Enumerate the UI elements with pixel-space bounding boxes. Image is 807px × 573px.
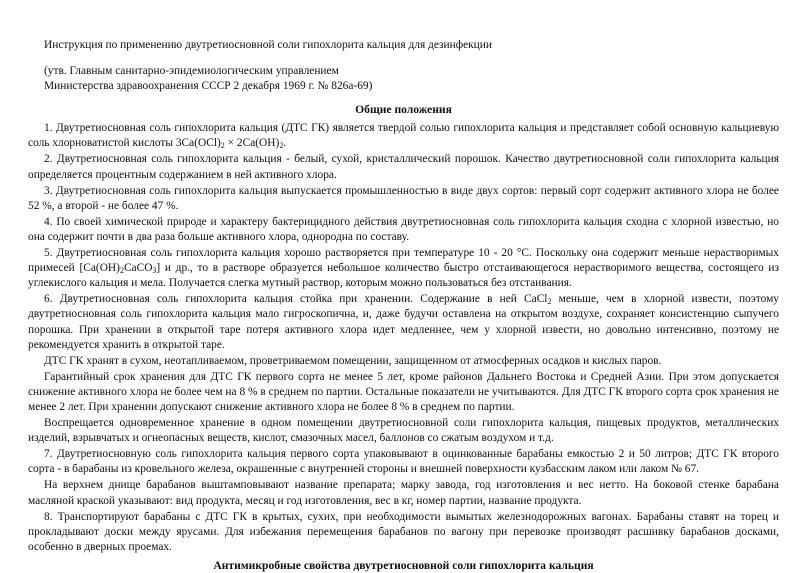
paragraph-5: 5. Двутретиосновная соль гипохлорита кальция хорошо растворяется при температуре 10 - 20 °С. Поскольку она содержит меньше нерастворимых примесей $[Ca(OH)_2CaCO_3]$ и др., то в растворе образуется небольшое количество быстро отстаивающегося нерастворимого вещества, состоящего из углекислого кальция и мела. Получается слегка мутный раствор, которым можно пользоваться без отстаивания.	[28, 247, 779, 290]
paragraph-2: 2. Двутретиосновная соль гипохлорита кальция - белый, сухой, кристаллический порошок. Качество двутретиосновной соли гипохлорита кальция определяется процентным содержанием в ней активного хлора.	[28, 153, 779, 181]
paragraph-7: 7. Двутретиосновную соль гипохлорита кальция первого сорта упаковывают в оцинкованные барабаны емкостью 2 и 50 литров; ДТС ГК второго сорта - в барабаны из кровельного железа, окрашенные с внутренней стороны и внешней поверхности кузбасским лаком или лаком № 67.	[28, 448, 779, 476]
document-title: Инструкция по применению двутретиосновной соли гипохлорита кальция для дезинфекции	[44, 39, 492, 51]
approval-note	[44, 64, 779, 94]
paragraph-8: 8. Транспортируют барабаны с ДТС ГК в крытых, сухих, при необходимости вымытых железнодорожных вагонах. Барабаны ставят на торец и прокладывают доски между ярусами. Для избежания перемещения барабанов по вагону при перевозке производят расшивку барабанов досками, особенно в дверных проемах.	[28, 510, 779, 553]
paragraph-6: 6. Двутретиосновная соль гипохлорита кальция стойка при хранении. Содержание в ней CaCl$_2$ меньше, чем в хлорной извести, поэтому двутретиосновная соль гипохлорита кальция мало гигроскопична, и, даже будучи оставлена на открытом воздухе, сохраняет консистенцию сыпучего порошка. При хранении в открытой таре потеря активного хлора идет медленнее, чем у хлорной извести, но довольно интенсивно, поэтому не рекомендуется хранить в открытой таре.	[28, 293, 779, 351]
paragraph-warranty: Гарантийный срок хранения для ДТС ГК первого сорта не менее 5 лет, кроме районов Дальнего Востока и Средней Азии. При этом допускается снижение активного хлора не более чем на 8 % в среднем по партии. Остальные показатели не учитываются. Для ДТС ГК второго сорта срок хранения не менее 2 лет. При хранении допускают снижение активного хлора не более 8 % в среднем по партии.	[28, 370, 779, 413]
paragraph-labeling: На верхнем днище барабанов выштамповывают название препарата; марку завода, год изготовления и вес нетто. На боковой стенке барабана масляной краской указывают: вид продукта, месяц и год изготовления, вес в кг, номер партии, название продукта.	[28, 479, 779, 507]
paragraph-3: 3. Двутретиосновная соль гипохлорита кальция выпускается промышленностью в виде двух сортов: первый сорт содержит активного хлора не более 52 %, а второй - не более 47 %.	[28, 184, 779, 212]
paragraph-1: 1. Двутретиосновная соль гипохлорита кальция (ДТС ГК) является твердой солью гипохлорита кальция и представляет собой основную кальциевую соль хлорноватистой кислоты $3Ca(OCl)_2 \times 2Ca(OH)_2$.	[28, 122, 779, 151]
section-heading-general: Общие положения	[355, 103, 452, 117]
paragraph-prohibition: Воспрещается одновременное хранение в одном помещении двутретиосновной соли гипохлорита кальция, пищевых продуктов, металлических изделий, взрывчатых и огнеопасных веществ, кислот, смазочных масел, баллонов со сжатым воздухом и т.д.	[28, 417, 779, 445]
section-heading-antimicrobial: Антимикробные свойства двутретиосновной соли гипохлорита кальция	[213, 558, 594, 572]
paragraph-4: 4. По своей химической природе и характеру бактерицидного действия двутретиосновная соль гипохлорита кальция сходна с хлорной известью, но она содержит почти в два раза больше активного хлора, однородна по составу.	[28, 215, 779, 243]
paragraph-storage: ДТС ГК хранят в сухом, неотапливаемом, проветриваемом помещении, защищенном от атмосферных осадков и кислых паров.	[44, 354, 662, 367]
approval-line-2: Министерства здравоохранения СССР 2 декабря 1969 г. № 826а-69)	[44, 80, 373, 93]
approval-line-1: (утв. Главным санитарно-эпидемиологическим управлением	[44, 65, 339, 78]
